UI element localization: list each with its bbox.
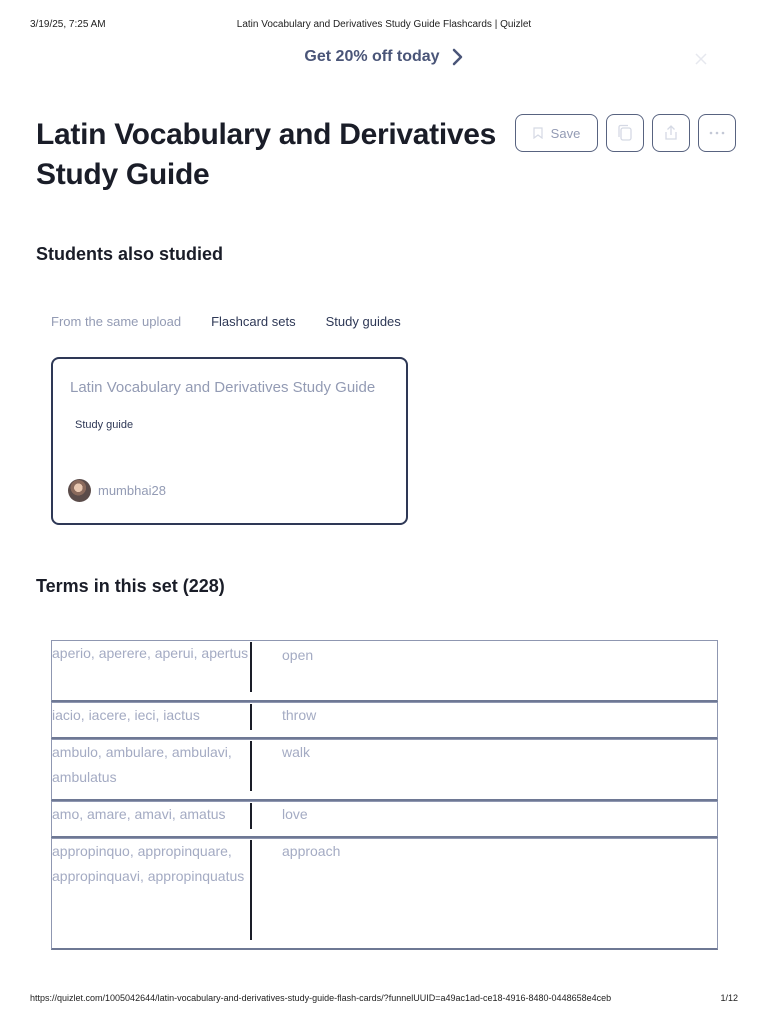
related-study-guide-card[interactable]: [51, 357, 408, 525]
copy-button[interactable]: [606, 114, 644, 152]
term-row: [51, 739, 718, 801]
print-url: https://quizlet.com/1005042644/latin-vocabulary-and-derivatives-study-guide-flash-cards/?funnelUUID=a49ac1ad-ce18-4916-8480-0448658e4ceb: [30, 993, 612, 1003]
term-row: [51, 801, 718, 838]
terms-list: [51, 640, 718, 950]
avatar: [68, 479, 91, 502]
term-divider: [250, 642, 252, 692]
term-divider: [250, 741, 252, 791]
tab-from-same-upload[interactable]: From the same upload: [51, 314, 182, 329]
term-word: ambulo, ambulare, ambulavi, ambulatus: [52, 744, 232, 785]
bookmark-icon: [533, 127, 543, 139]
term-definition: open: [282, 647, 314, 663]
term-divider: [250, 704, 252, 730]
card-type-label: Study guide: [75, 419, 134, 431]
close-icon[interactable]: [693, 51, 709, 67]
card-title: Latin Vocabulary and Derivatives Study Guide: [70, 379, 376, 396]
terms-heading: Terms in this set (228): [36, 576, 225, 596]
save-button[interactable]: [515, 114, 598, 152]
share-icon: [662, 124, 680, 142]
term-definition: throw: [282, 707, 317, 723]
term-divider: [250, 840, 252, 940]
tab-flashcard-sets[interactable]: Flashcard sets: [211, 314, 296, 329]
related-tabs: [51, 314, 401, 329]
page-title: Latin Vocabulary and Derivatives Study Guide: [36, 118, 497, 191]
promo-banner: [0, 48, 768, 72]
students-also-studied-heading: Students also studied: [36, 244, 224, 264]
print-title: Latin Vocabulary and Derivatives Study Guide Flashcards | Quizlet: [236, 19, 532, 30]
term-row: [51, 702, 718, 739]
term-word: aperio, aperere, aperui, apertus: [52, 645, 249, 661]
term-word: amo, amare, amavi, amatus: [52, 806, 226, 822]
term-definition: love: [282, 806, 308, 822]
print-footer: [0, 993, 768, 1007]
chevron-right-icon: [452, 48, 464, 66]
print-header: [0, 19, 768, 33]
term-word: iacio, iacere, ieci, iactus: [52, 707, 200, 723]
term-row: [51, 640, 718, 702]
more-button[interactable]: [698, 114, 736, 152]
save-label: Save: [550, 125, 581, 141]
card-author: [68, 479, 166, 502]
copy-icon: [616, 124, 634, 142]
author-name: mumbhai28: [98, 483, 166, 498]
share-button[interactable]: [652, 114, 690, 152]
term-definition: approach: [282, 843, 341, 859]
tab-study-guides[interactable]: Study guides: [325, 314, 401, 329]
promo-text: Get 20% off today: [304, 48, 440, 65]
promo-link[interactable]: [304, 48, 463, 66]
more-icon: [708, 130, 726, 136]
set-actions: [515, 114, 736, 154]
term-definition: walk: [282, 744, 311, 760]
print-page-number: 1/12: [720, 993, 738, 1003]
term-row: [51, 838, 718, 950]
term-divider: [250, 803, 252, 829]
term-word: appropinquo, appropinquare, appropinquavi, appropinquatus: [52, 843, 245, 884]
print-date: 3/19/25, 7:25 AM: [30, 19, 106, 30]
